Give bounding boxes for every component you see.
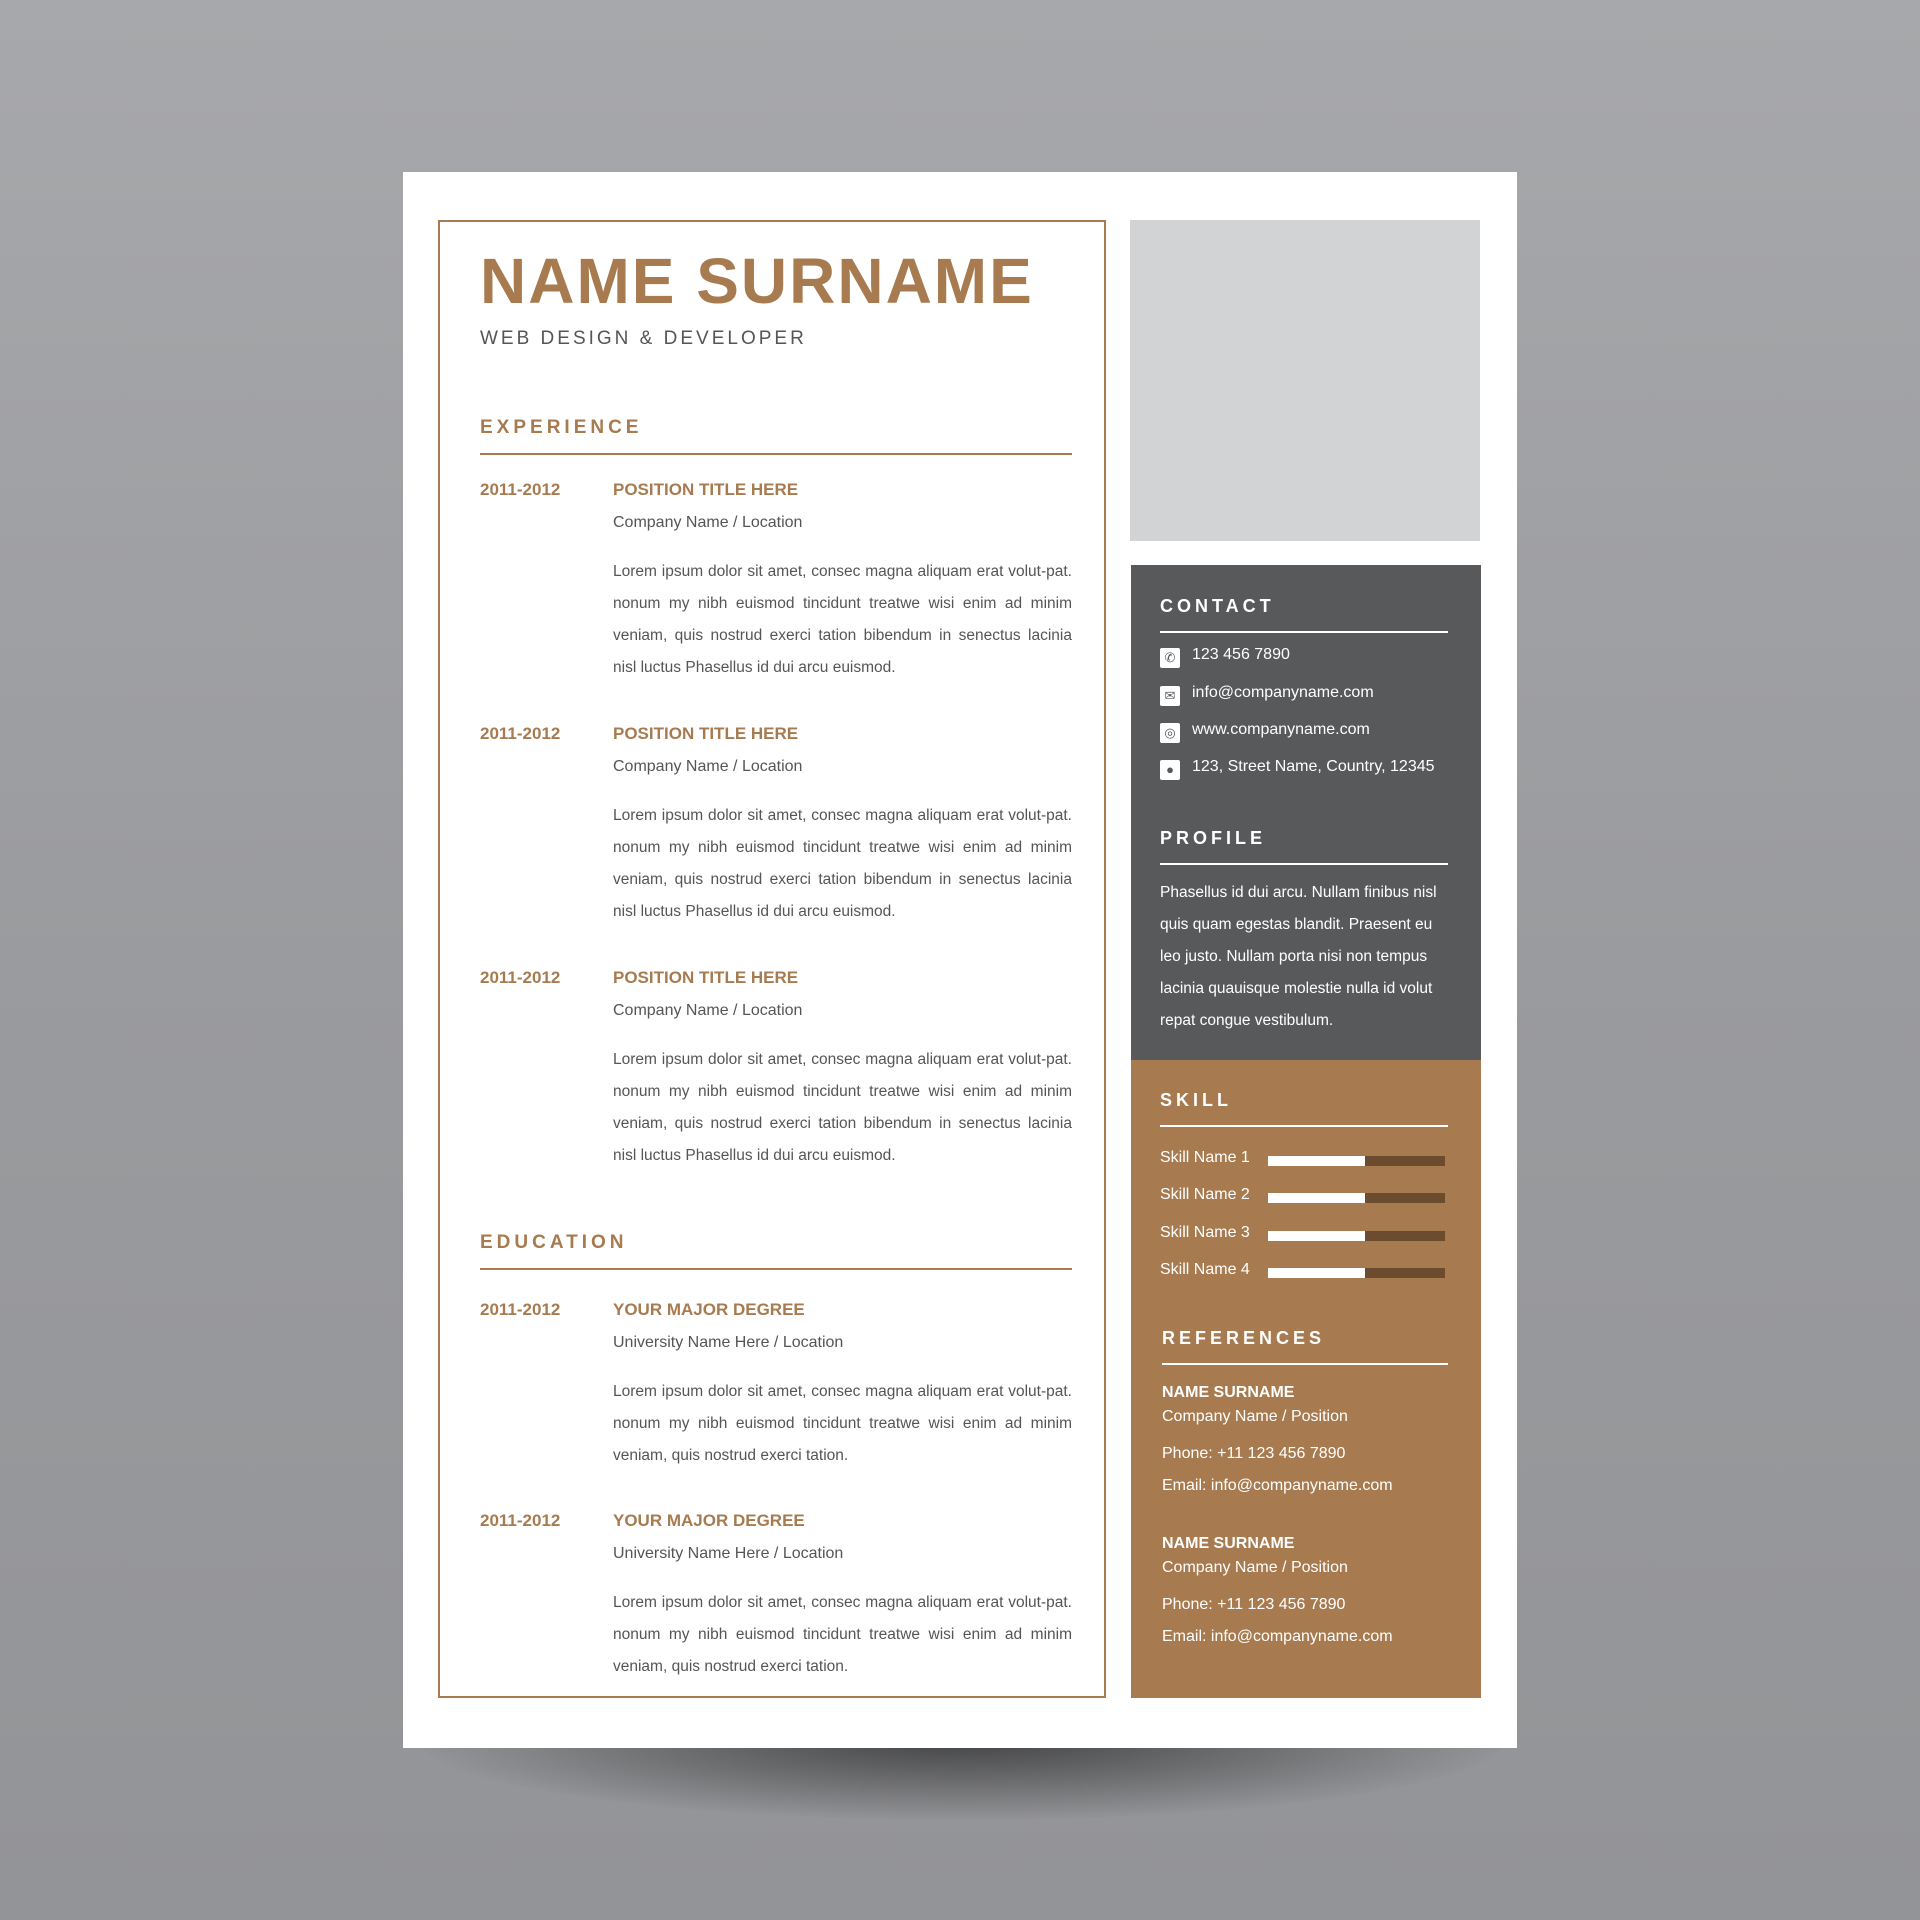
contact-profile-panel: [1131, 565, 1481, 1060]
experience-entry: [480, 480, 1072, 680]
reference-company: Company Name / Position: [1162, 1559, 1348, 1576]
references-heading: REFERENCES: [1162, 1328, 1448, 1365]
skills-references-panel: [1131, 1060, 1481, 1698]
entry-degree: YOUR MAJOR DEGREE: [613, 1511, 805, 1530]
contact-website-text: www.companyname.com: [1192, 721, 1370, 738]
skill-bar: [1268, 1193, 1445, 1203]
contact-address-text: 123, Street Name, Country, 12345: [1192, 758, 1435, 775]
skill-bar-fill: [1268, 1231, 1365, 1241]
reference-email: Email: info@companyname.com: [1162, 1477, 1393, 1494]
entry-university: University Name Here / Location: [613, 1334, 844, 1351]
skill-row: [1160, 1261, 1450, 1285]
entry-degree: YOUR MAJOR DEGREE: [613, 1300, 805, 1319]
candidate-name: NAME SURNAME: [480, 245, 1034, 317]
skill-name: Skill Name 3: [1160, 1224, 1250, 1241]
skill-name: Skill Name 1: [1160, 1149, 1250, 1166]
entry-description: Lorem ipsum dolor sit amet, consec magna aliquam erat volut-pat. nonum my nibh euismod tincidunt treatwe wisi enim ad minim veniam, quis nostrud exerci tation bibendum in senectus lacinia nisl luctus Phasellus id dui arcu euismod.: [613, 807, 1072, 920]
entry-years: 2011-2012: [480, 1300, 561, 1319]
reference-entry: [1162, 1384, 1452, 1504]
entry-company: Company Name / Location: [613, 1002, 803, 1019]
entry-position: POSITION TITLE HERE: [613, 480, 799, 499]
reference-name: NAME SURNAME: [1162, 1535, 1295, 1552]
reference-name: NAME SURNAME: [1162, 1384, 1295, 1401]
contact-phone: [1160, 646, 1460, 670]
experience-entry: [480, 724, 1072, 924]
experience-heading: EXPERIENCE: [480, 417, 1072, 455]
skill-bar-fill: [1268, 1193, 1365, 1203]
entry-years: 2011-2012: [480, 724, 561, 743]
skill-row: [1160, 1186, 1450, 1210]
contact-email: [1160, 684, 1460, 708]
education-heading: EDUCATION: [480, 1232, 1072, 1270]
entry-years: 2011-2012: [480, 480, 561, 499]
entry-university: University Name Here / Location: [613, 1545, 844, 1562]
reference-phone: Phone: +11 123 456 7890: [1162, 1596, 1346, 1613]
skill-bar: [1268, 1231, 1445, 1241]
skill-heading: SKILL: [1160, 1090, 1448, 1127]
phone-icon: ✆: [1160, 648, 1180, 668]
experience-entry: [480, 968, 1072, 1168]
skill-name: Skill Name 4: [1160, 1261, 1250, 1278]
resume-page: [403, 172, 1517, 1748]
page-shadow: [420, 1740, 1505, 1820]
education-entry: [480, 1300, 1072, 1470]
contact-heading: CONTACT: [1160, 596, 1448, 633]
contact-address: [1160, 758, 1460, 782]
entry-years: 2011-2012: [480, 968, 561, 987]
contact-email-text: info@companyname.com: [1192, 684, 1374, 701]
reference-entry: [1162, 1535, 1452, 1655]
skill-bar: [1268, 1268, 1445, 1278]
email-icon: ✉: [1160, 686, 1180, 706]
skill-row: [1160, 1224, 1450, 1248]
photo-placeholder: [1130, 220, 1480, 541]
job-title: WEB DESIGN & DEVELOPER: [480, 328, 807, 349]
entry-description: Lorem ipsum dolor sit amet, consec magna aliquam erat volut-pat. nonum my nibh euismod tincidunt treatwe wisi enim ad minim veniam, quis nostrud exerci tation.: [613, 1594, 1072, 1675]
skill-bar-fill: [1268, 1268, 1365, 1278]
entry-position: POSITION TITLE HERE: [613, 724, 799, 743]
entry-position: POSITION TITLE HERE: [613, 968, 799, 987]
reference-email: Email: info@companyname.com: [1162, 1628, 1393, 1645]
contact-phone-text: 123 456 7890: [1192, 646, 1290, 663]
reference-company: Company Name / Position: [1162, 1408, 1348, 1425]
entry-description: Lorem ipsum dolor sit amet, consec magna aliquam erat volut-pat. nonum my nibh euismod tincidunt treatwe wisi enim ad minim veniam, quis nostrud exerci tation bibendum in senectus lacinia nisl luctus Phasellus id dui arcu euismod.: [613, 1051, 1072, 1164]
education-entry: [480, 1511, 1072, 1681]
entry-company: Company Name / Location: [613, 514, 803, 531]
entry-description: Lorem ipsum dolor sit amet, consec magna aliquam erat volut-pat. nonum my nibh euismod tincidunt treatwe wisi enim ad minim veniam, quis nostrud exerci tation bibendum in senectus lacinia nisl luctus Phasellus id dui arcu euismod.: [613, 563, 1072, 676]
reference-phone: Phone: +11 123 456 7890: [1162, 1445, 1346, 1462]
main-column: [438, 220, 1106, 1698]
profile-heading: PROFILE: [1160, 828, 1448, 865]
entry-years: 2011-2012: [480, 1511, 561, 1530]
skill-bar-fill: [1268, 1156, 1365, 1166]
skill-bar: [1268, 1156, 1445, 1166]
globe-icon: ◎: [1160, 723, 1180, 743]
contact-website: [1160, 721, 1460, 745]
skill-row: [1160, 1149, 1450, 1173]
entry-company: Company Name / Location: [613, 758, 803, 775]
profile-text: Phasellus id dui arcu. Nullam finibus nisl quis quam egestas blandit. Praesent eu leo justo. Nullam porta nisi non tempus lacinia quauisque molestie nulla id volut repat congue vestibulum.: [1160, 884, 1437, 1029]
entry-description: Lorem ipsum dolor sit amet, consec magna aliquam erat volut-pat. nonum my nibh euismod tincidunt treatwe wisi enim ad minim veniam, quis nostrud exerci tation.: [613, 1383, 1072, 1464]
location-pin-icon: ●: [1160, 760, 1180, 780]
skill-name: Skill Name 2: [1160, 1186, 1250, 1203]
